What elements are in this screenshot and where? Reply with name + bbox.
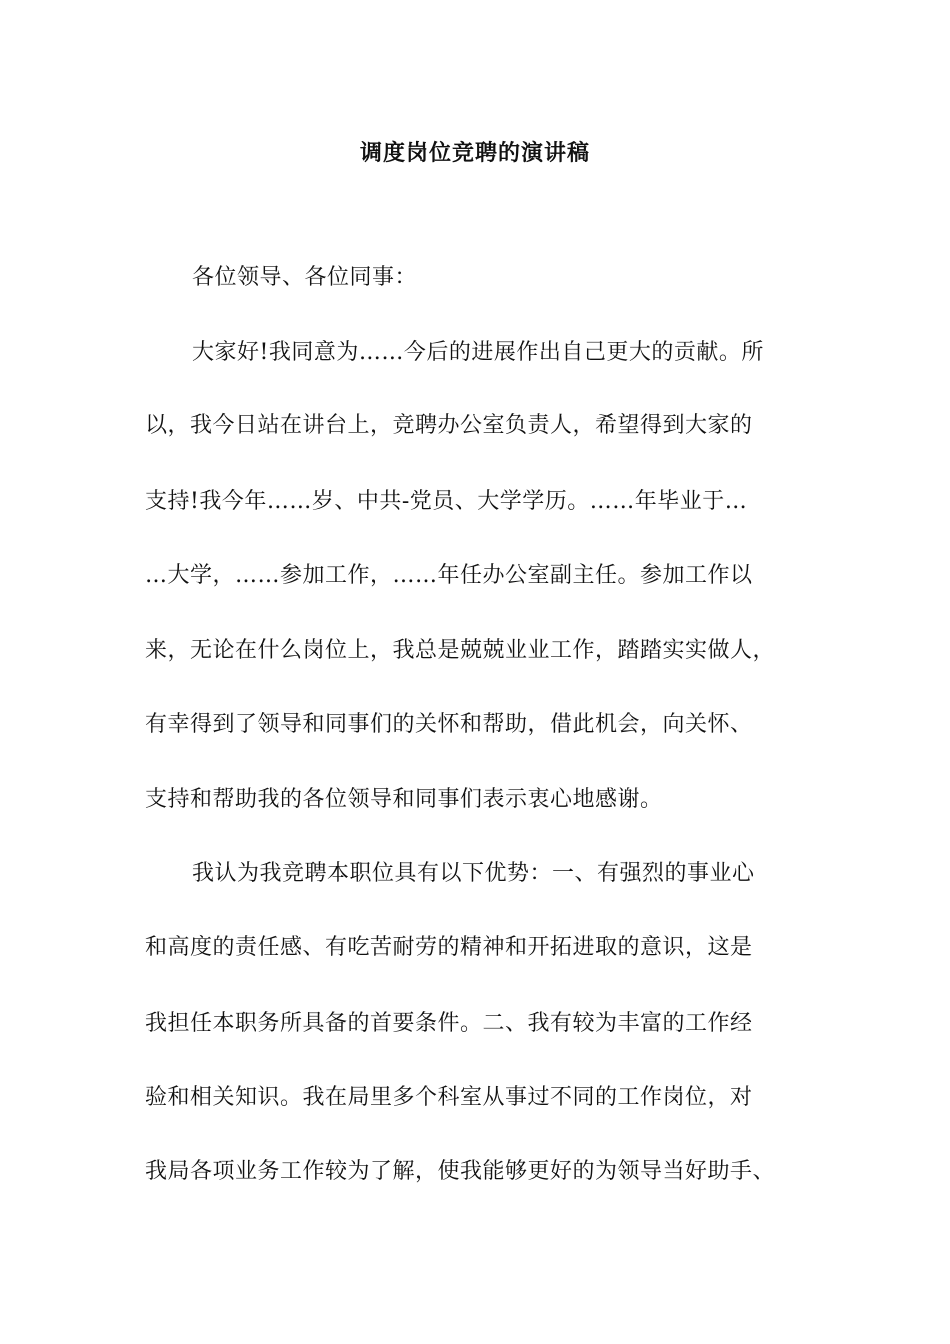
paragraph-line: 我担任本职务所具备的首要条件。二、我有较为丰富的工作经 [145, 1011, 753, 1036]
paragraph-line: 支持!我今年……岁、中共-党员、大学学历。……年毕业于… [145, 489, 748, 514]
paragraph-line: 以，我今日站在讲台上，竞聘办公室负责人，希望得到大家的 [145, 413, 753, 438]
paragraph-line: 我局各项业务工作较为了解，使我能够更好的为领导当好助手、 [145, 1159, 776, 1184]
paragraph-line: 有幸得到了领导和同事们的关怀和帮助，借此机会，向关怀、 [145, 712, 753, 737]
paragraph-line: 和高度的责任感、有吃苦耐劳的精神和开拓进取的意识，这是 [145, 935, 753, 960]
paragraph-line: 支持和帮助我的各位领导和同事们表示衷心地感谢。 [145, 787, 663, 812]
paragraph-line: …大学，……参加工作，……年任办公室副主任。参加工作以 [145, 563, 753, 588]
paragraph-line: 大家好!我同意为……今后的进展作出自己更大的贡献。所 [192, 340, 764, 365]
document-title: 调度岗位竞聘的演讲稿 [359, 141, 590, 166]
paragraph-line: 我认为我竞聘本职位具有以下优势：一、有强烈的事业心 [192, 861, 755, 886]
paragraph-line: 来，无论在什么岗位上，我总是兢兢业业工作，踏踏实实做人， [145, 638, 776, 663]
salutation-line: 各位领导、各位同事： [192, 265, 418, 290]
paragraph-line: 验和相关知识。我在局里多个科室从事过不同的工作岗位，对 [145, 1085, 753, 1110]
